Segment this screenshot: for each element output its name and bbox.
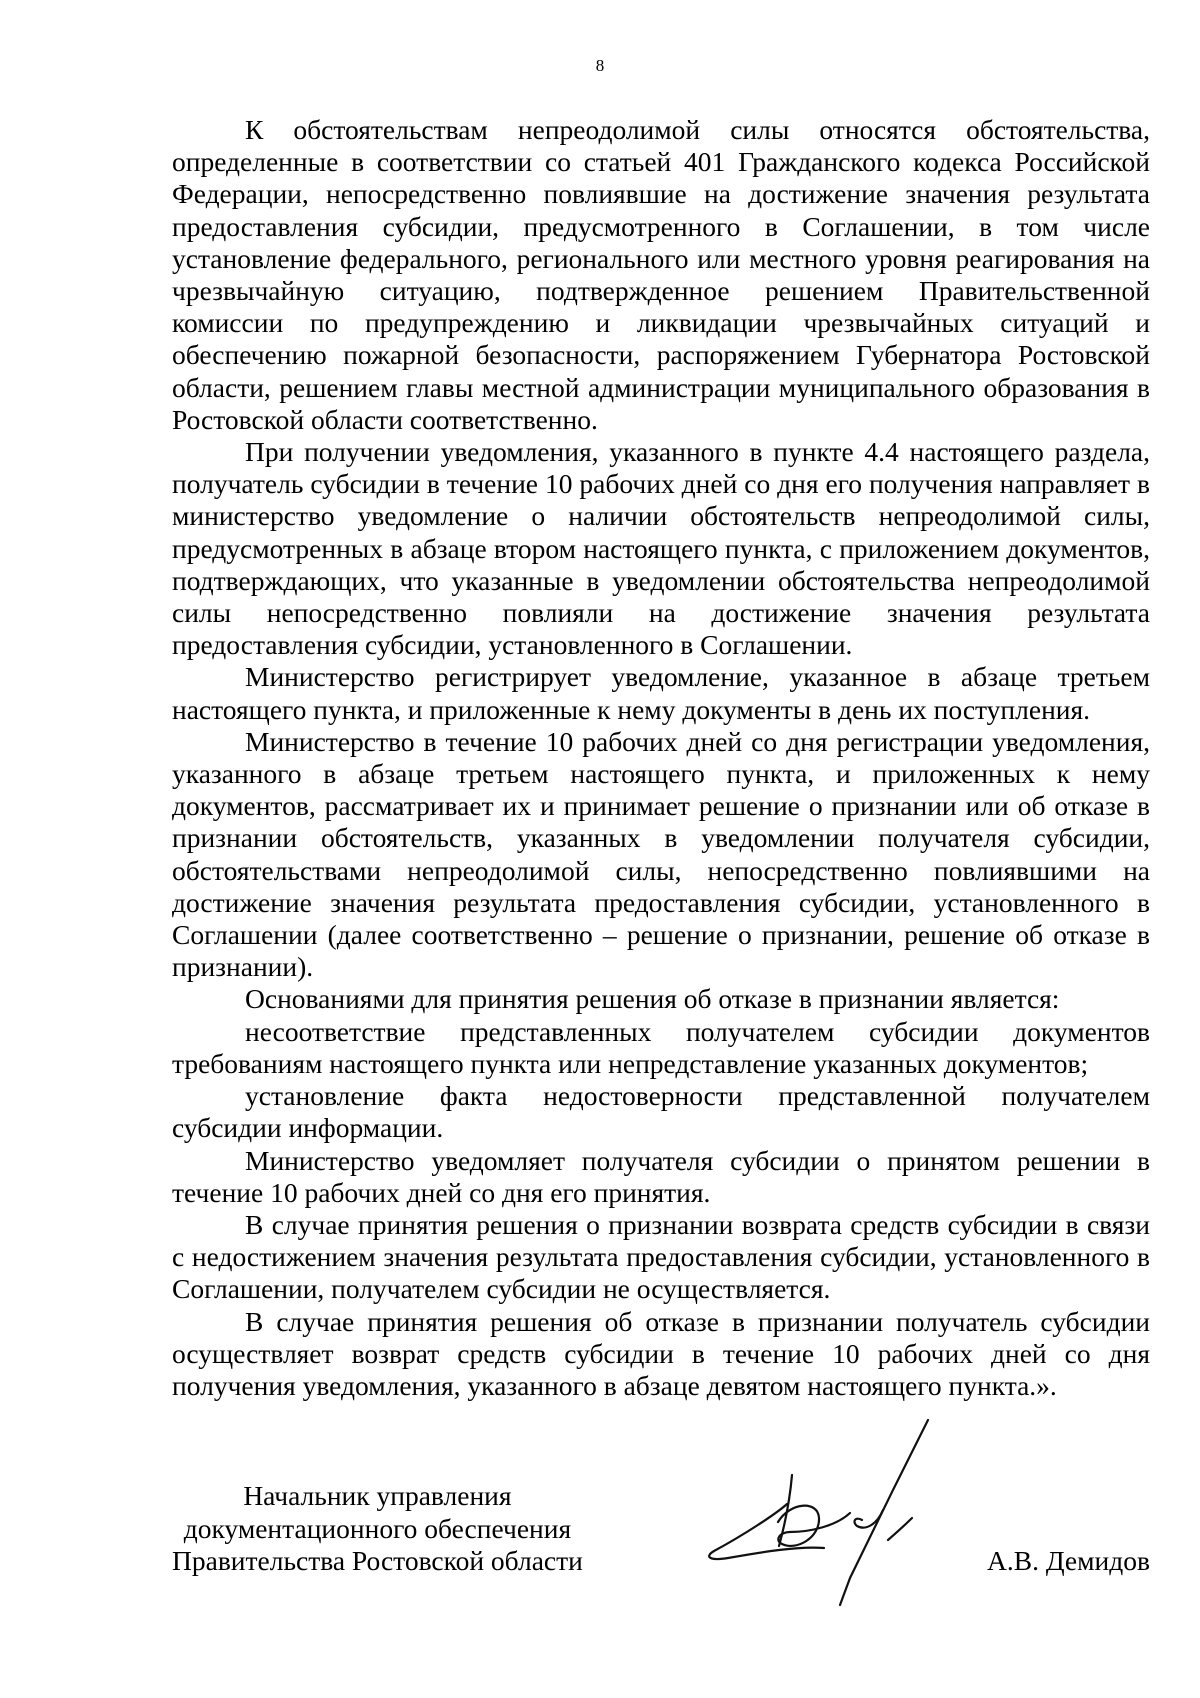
document-body [172, 114, 1150, 1402]
position-line: Правительства Ростовской области [172, 1545, 583, 1576]
page-number: 8 [595, 56, 605, 75]
position-line: Начальник управления [243, 1480, 512, 1511]
paragraph-notification-procedure: При получении уведомления, указанного в пункте 4.4 настоящего раздела, получатель субсидии в течение 10 рабочих дней со дня его получения направляет в министерство уведомление о наличии обстоятельств непреодолимой силы, предусмотренных в абзаце втором настоящего пункта, с приложением документов, подтверждающих, что указанные в уведомлении обстоятельства непреодолимой силы непосредственно повлияли на достижение значения результата предоставления субсидии, установленного в Соглашении. [172, 436, 1150, 661]
signatory-position [172, 1480, 583, 1578]
position-line: документационного обеспечения [183, 1512, 572, 1544]
paragraph-force-majeure-definition: К обстоятельствам непреодолимой силы относятся обстоятельства, определенные в соответствии со статьей 401 Гражданского кодекса Российской Федерации, непосредственно повлиявшие на достижение значения результата предоставления субсидии, предусмотренного в Соглашении, в том числе установление федерального, регионального или местного уровня реагирования на чрезвычайную ситуацию, подтвержденное решением Правительственной комиссии по предупреждению и ликвидации чрезвычайных ситуаций и обеспечению пожарной безопасности, распоряжением Губернатора Ростовской области, решением главы местной администрации муниципального образования в Ростовской области соответственно. [172, 114, 1150, 435]
paragraph-recognition-case: В случае принятия решения о признании возврата средств субсидии в связи с недостижением значения результата предоставления субсидии, установленного в Соглашении, получателем субсидии не осуществляется. [172, 1208, 1150, 1305]
signatory-name: А.В. Демидов [987, 1545, 1150, 1576]
paragraph-refusal-grounds: Основаниями для принятия решения об отказе в признании является: [245, 983, 1060, 1015]
paragraph-review-decision: Министерство в течение 10 рабочих дней со дня регистрации уведомления, указанного в абзаце третьем настоящего пункта, и приложенных к нему документов, рассматривает их и принимает решение о признании или об отказе в признании обстоятельств, указанных в уведомлении получателя субсидии, обстоятельствами непреодолимой силы, непосредственно повлиявшими на достижение значения результата предоставления субсидии, установленного в Соглашении (далее соответственно – решение о признании, решение об отказе в признании). [172, 725, 1150, 983]
signature-block [172, 1480, 1150, 1600]
handwritten-signature-icon [672, 1418, 942, 1608]
paragraph-ground-noncompliance: несоответствие представленных получателем субсидии документов требованиям настоящего пункта или непредставление указанных документов; [172, 1015, 1150, 1079]
paragraph-registration: Министерство регистрирует уведомление, указанное в абзаце третьем настоящего пункта, и приложенные к нему документы в день их поступления. [172, 661, 1150, 725]
paragraph-refusal-case: В случае принятия решения об отказе в признании получатель субсидии осуществляет возврат средств субсидии в течение 10 рабочих дней со дня получения уведомления, указанного в абзаце девятом настоящего пункта.». [172, 1305, 1150, 1401]
paragraph-ground-unreliable-info: установление факта недостоверности представленной получателем субсидии информации. [172, 1080, 1150, 1144]
paragraph-decision-notice: Министерство уведомляет получателя субсидии о принятом решении в течение 10 рабочих дней со дня его принятия. [172, 1144, 1150, 1208]
